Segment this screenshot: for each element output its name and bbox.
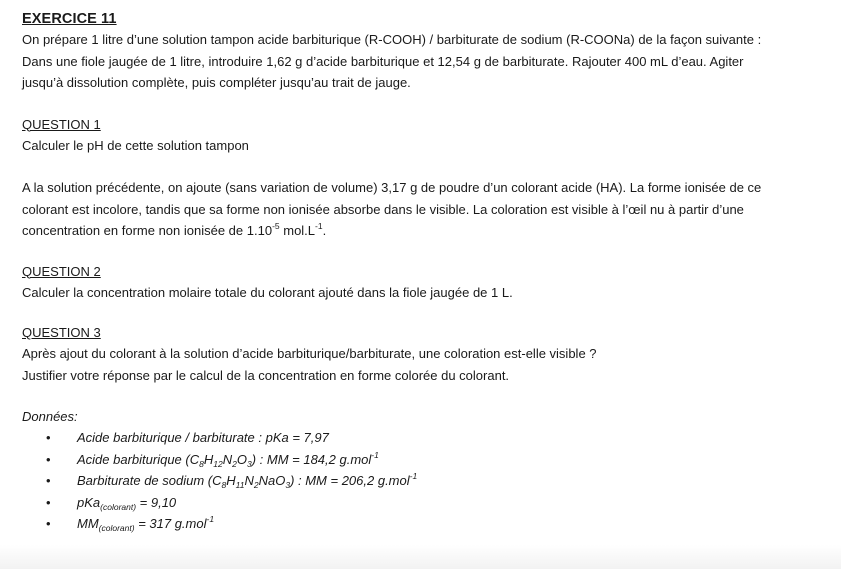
intro-line: On prépare 1 litre d’une solution tampon acide barbiturique (R-COOH) / barbiturate de sodium (R-COONa) de la façon suivante : xyxy=(22,32,762,47)
context-paragraph xyxy=(22,177,832,242)
question-2-heading: QUESTION 2 xyxy=(22,263,101,279)
spacer xyxy=(22,303,832,323)
donnees-item: • $MM_{(colorant)} = 317$ g.mol$^{-1}$ xyxy=(46,514,215,533)
question-3-heading: QUESTION 3 xyxy=(22,325,101,340)
donnees-item: • Acide barbiturique / barbiturate : pKa = 7,97 xyxy=(22,427,832,449)
exercise-document xyxy=(22,10,832,535)
question-2-text: Calculer la concentration molaire totale du colorant ajouté dans la fiole jaugée de 1 L. xyxy=(22,284,513,300)
bullet-icon: • xyxy=(46,451,51,467)
spacer xyxy=(22,242,832,262)
bullet-icon: • xyxy=(46,494,51,510)
donnees-item: • Barbiturate de sodium $(C_8H_{11}N_2NaO_3)$ : MM = 206,2 g.mol$^{-1}$ xyxy=(46,471,418,490)
donnees-item: • Acide barbiturique $(C_8H_{12}N_2O_3)$ : MM = 184,2 g.mol$^{-1}$ xyxy=(46,449,379,469)
question-3-text: Justifier votre réponse par le calcul de la concentration en forme colorée du colorant. xyxy=(22,367,510,383)
donnees-title: Données: xyxy=(22,409,78,424)
question-3-text: Après ajout du colorant à la solution d’acide barbiturique/barbiturate, une coloration est-elle visible ? xyxy=(22,346,597,361)
bullet-icon: • xyxy=(46,473,51,488)
spacer xyxy=(22,94,832,115)
intro-paragraph xyxy=(22,29,832,94)
spacer xyxy=(22,156,832,177)
page-bottom-edge xyxy=(0,545,841,569)
bullet-icon: • xyxy=(46,430,51,445)
donnees-list xyxy=(22,427,832,535)
question-1-text: Calculer le pH de cette solution tampon xyxy=(22,137,249,153)
spacer xyxy=(22,386,832,407)
intro-line: Dans une fiole jaugée de 1 litre, introduire 1,62 g d’acide barbiturique et 12,54 g de barbiturate. Rajouter 400 mL d’eau. Agiter xyxy=(22,53,744,69)
exercise-title: EXERCICE 11 xyxy=(22,11,117,27)
donnees-item: • pKa$_{(colorant)}$ = 9,10 xyxy=(22,492,832,514)
bullet-icon: • xyxy=(46,516,51,531)
intro-line: jusqu’à dissolution complète, puis compléter jusqu’au trait de jauge. xyxy=(22,75,411,90)
question-1-heading: QUESTION 1 xyxy=(22,116,101,132)
context-line: A la solution précédente, on ajoute (sans variation de volume) 3,17 g de poudre d’un colorant acide (HA). La forme ionisée de ce xyxy=(22,180,762,195)
context-line: colorant est incolore, tandis que sa forme non ionisée absorbe dans le visible. La coloration est visible à l’œil nu à partir d’une xyxy=(22,201,744,217)
context-line: concentration en forme non ionisée de $1.10^{-5}$ $mol.L^{-1}$. xyxy=(22,221,327,238)
